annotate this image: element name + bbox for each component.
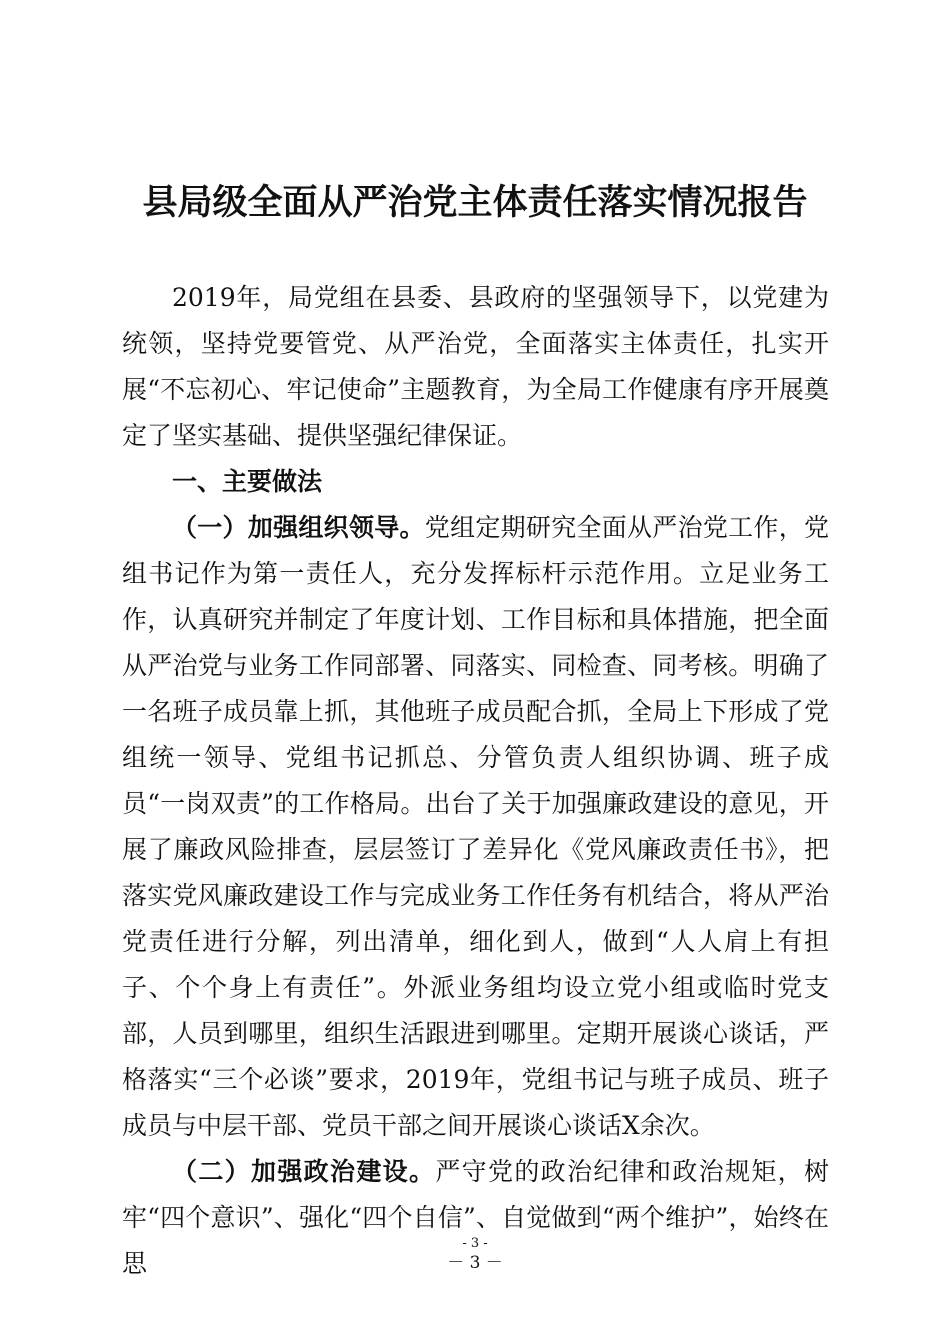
subsection-text-organization: 党组定期研究全面从严治党工作，党组书记作为第一责任人，充分发挥标杆示范作用。立足业务工作，认真研究并制定了年度计划、工作目标和具体措施，把全面从严治党与业务工作同部署、同落实、同检查、同考核。明确了一名班子成员靠上抓，其他班子成员配合抓，全局上下形成了党组统一领导、党组书记抓总、分管负责人组织协调、班子成员“一岗双责”的工作格局。出台了关于加强廉政建设的意见，开展了廉政风险排查，层层签订了差异化《党风廉政责任书》，把落实党风廉政建设工作与完成业务工作任务有机结合，将从严治党责任进行分解，列出清单，细化到人，做到“人人肩上有担子、个个身上有责任”。外派业务组均设立党小组或临时党支部，人员到哪里，组织生活跟进到哪里。定期开展谈心谈话，严格落实“三个必谈”要求，2019年，党组书记与班子成员、班子成员与中层干部、党员干部之间开展谈心谈话X余次。 bbox=[122, 513, 829, 1140]
subsection-lead-organization: （一）加强组织领导。 bbox=[172, 513, 425, 542]
page-number: － 3 － bbox=[447, 1253, 503, 1273]
subsection-lead-political: （二）加强政治建设。 bbox=[172, 1157, 436, 1186]
document-body bbox=[122, 275, 829, 1287]
subsection-text-political: 严守党的政治纪律和政治规矩，树牢“四个意识”、强化“四个自信”、自觉做到“两个维护”，始终在思 bbox=[122, 1157, 829, 1278]
page-number-small: - 3 - bbox=[462, 1236, 488, 1251]
document-title: 县局级全面从严治党主体责任落实情况报告 bbox=[142, 183, 808, 223]
intro-paragraph: 2019年，局党组在县委、县政府的坚强领导下，以党建为统领，坚持党要管党、从严治党，全面落实主体责任，扎实开展“不忘初心、牢记使命”主题教育，为全局工作健康有序开展奠定了坚实基础、提供坚强纪律保证。 bbox=[122, 283, 829, 450]
section-heading-main-practices: 一、主要做法 bbox=[172, 467, 323, 496]
subsection-paragraph-organization bbox=[122, 505, 829, 1149]
